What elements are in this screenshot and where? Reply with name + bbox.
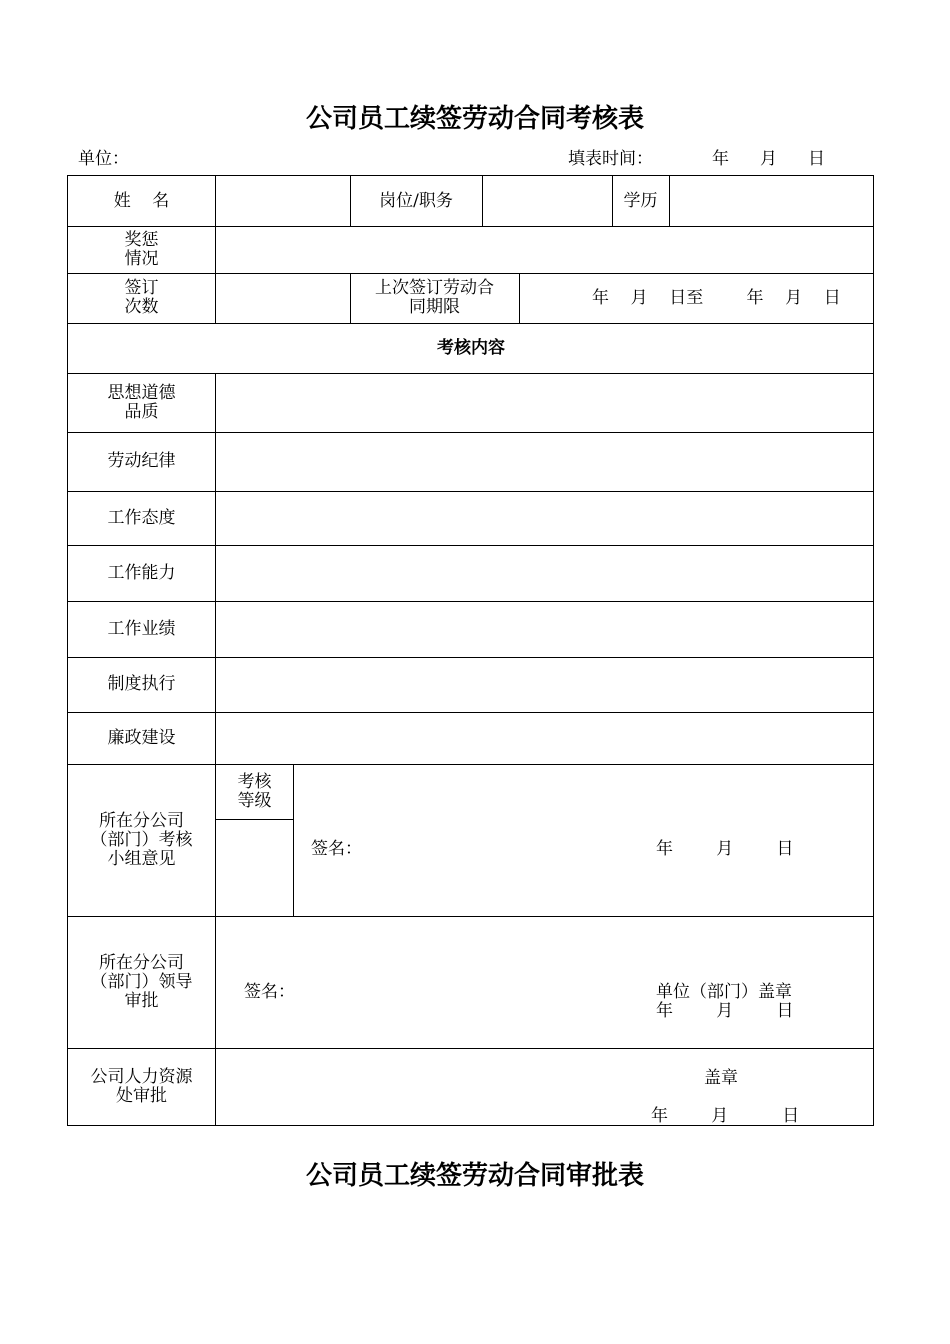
criterion-integrity: 廉政建设 <box>107 727 176 748</box>
leader-signature-label: 签名： <box>244 982 295 1002</box>
ability-field[interactable] <box>216 545 874 601</box>
column-divider <box>293 764 294 916</box>
branch-panel-label <box>68 764 215 916</box>
branch-signature-label: 签名： <box>311 839 362 859</box>
last-term-label-line: 上次签订劳动合 <box>375 278 494 298</box>
rewards-label-line: 情况 <box>124 248 159 269</box>
name-field[interactable] <box>216 176 350 226</box>
hr-date: 年 月 日 <box>651 1106 800 1126</box>
appraisal-form-table <box>67 175 874 1126</box>
form-title: 公司员工续签劳动合同考核表 <box>305 104 644 134</box>
column-divider <box>519 273 520 323</box>
branch-panel-label-line: （部门）考核 <box>90 829 193 850</box>
branch-date: 年 月 日 <box>656 839 794 859</box>
performance-field[interactable] <box>216 601 874 657</box>
position-field[interactable] <box>483 176 612 226</box>
next-form-title: 公司员工续签劳动合同审批表 <box>305 1161 644 1191</box>
grade-field[interactable] <box>216 820 293 916</box>
criterion-moral <box>68 373 215 432</box>
term-range[interactable]: 年 月 日至 年 月 日 <box>592 288 841 308</box>
discipline-field[interactable] <box>216 432 874 491</box>
sign-count-label-line: 次数 <box>124 297 159 317</box>
branch-panel-label-line: 小组意见 <box>107 848 176 869</box>
sign-count-label-line: 签订 <box>124 278 159 298</box>
education-field[interactable] <box>670 176 874 226</box>
header-year: 年 <box>712 149 729 169</box>
criterion-performance: 工作业绩 <box>107 618 176 639</box>
attitude-field[interactable] <box>216 491 874 545</box>
grade-label-line: 等级 <box>237 790 272 811</box>
leader-approval-label <box>68 916 215 1048</box>
leader-approval-label-line: 审批 <box>124 990 159 1011</box>
rewards-label-line: 奖惩 <box>124 229 159 250</box>
leader-date: 年 月 日 <box>656 1001 794 1021</box>
leader-approval-label-line: 所在分公司 <box>99 952 184 973</box>
hr-approval-label-line: 公司人力资源 <box>90 1067 193 1087</box>
education-label: 学历 <box>623 190 658 211</box>
last-term-label-line: 同期限 <box>409 297 460 317</box>
header-month: 月 <box>760 149 777 169</box>
header-day: 日 <box>808 149 825 169</box>
criterion-moral-line: 品质 <box>124 401 159 422</box>
rewards-label <box>68 226 215 273</box>
sign-count-label <box>68 273 215 323</box>
criterion-compliance: 制度执行 <box>107 674 176 694</box>
grade-label-line: 考核 <box>237 771 272 792</box>
criterion-ability: 工作能力 <box>107 562 176 583</box>
moral-field[interactable] <box>216 373 874 432</box>
criterion-discipline: 劳动纪律 <box>107 451 176 471</box>
name-label: 姓 名 <box>113 190 170 211</box>
branch-panel-label-line: 所在分公司 <box>99 810 184 831</box>
compliance-field[interactable] <box>216 657 874 712</box>
rewards-field[interactable] <box>216 226 874 273</box>
leader-approval-label-line: （部门）领导 <box>90 971 193 992</box>
criterion-moral-line: 思想道德 <box>107 382 176 403</box>
position-label: 岗位/职务 <box>379 190 453 211</box>
last-term-label <box>350 273 519 323</box>
section-header: 考核内容 <box>437 337 505 358</box>
sign-count-field[interactable] <box>216 273 350 323</box>
hr-approval-label <box>68 1048 215 1126</box>
leader-stamp-label: 单位（部门）盖章 <box>656 982 792 1002</box>
integrity-field[interactable] <box>216 712 874 764</box>
hr-approval-label-line: 处审批 <box>116 1086 167 1106</box>
unit-label: 单位： <box>78 149 129 169</box>
grade-label <box>216 764 293 819</box>
fill-time-label: 填表时间： <box>568 149 653 169</box>
hr-stamp-label: 盖章 <box>704 1068 738 1088</box>
criterion-attitude: 工作态度 <box>107 507 176 528</box>
